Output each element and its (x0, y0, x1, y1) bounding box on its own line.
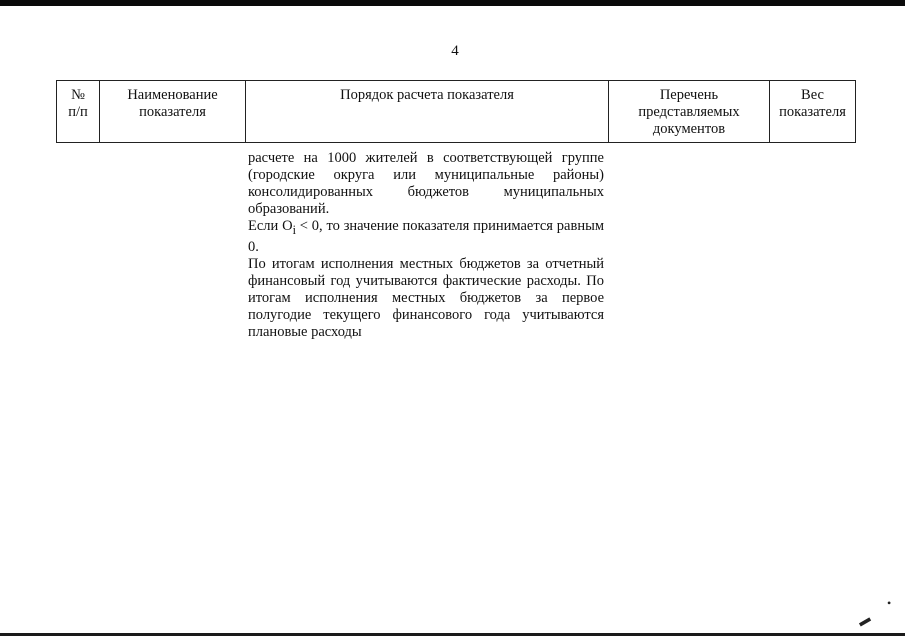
scan-artifact-tick: ▬ (855, 610, 873, 630)
column-header-number-line-2: п/п (68, 104, 88, 120)
column-header-weight-line-2: показателя (779, 104, 846, 120)
paragraph-negative-rule (248, 218, 604, 256)
scan-border-bottom (0, 633, 905, 636)
indicator-table-header (56, 80, 856, 143)
negative-rule-subscript: i (292, 222, 296, 237)
scan-border-top (0, 0, 905, 6)
column-header-documents (609, 81, 770, 143)
column-header-documents-line-1: Перечень (659, 87, 719, 103)
scan-artifact-dot: • (887, 596, 892, 610)
column-header-documents-line-2: представляемых (638, 104, 740, 120)
column-header-order-line-1: Порядок расчета показателя (340, 87, 514, 103)
calculation-order-text (248, 150, 604, 341)
page-number: 4 (451, 43, 459, 59)
table-header-row (57, 81, 856, 143)
paragraph-budget-execution: По итогам исполнения местных бюджетов за отчетный финансовый год учитываются фактические расходы. По итогам исполнения местных бюджетов за первое полугодие текущего финансового года учитываются плановые расходы (248, 255, 604, 340)
column-header-name-line-1: Наименование (127, 87, 218, 103)
column-header-number (57, 81, 100, 143)
paragraph-continuation: расчете на 1000 жителей в соответствующей группе (городские округа или муниципальные районы) консолидированных бюджетов муниципальных образований. (248, 150, 604, 217)
negative-rule-suffix: < 0, то значение показателя принимается равным 0. (248, 218, 604, 255)
column-header-weight (770, 81, 856, 143)
column-header-order (246, 81, 609, 143)
column-header-weight-line-1: Вес (801, 87, 824, 103)
column-header-number-line-1: № (71, 87, 85, 103)
column-header-documents-line-3: документов (652, 121, 726, 137)
negative-rule-prefix: Если O (248, 218, 293, 234)
column-header-name (100, 81, 246, 143)
column-header-name-line-2: показателя (139, 104, 206, 120)
